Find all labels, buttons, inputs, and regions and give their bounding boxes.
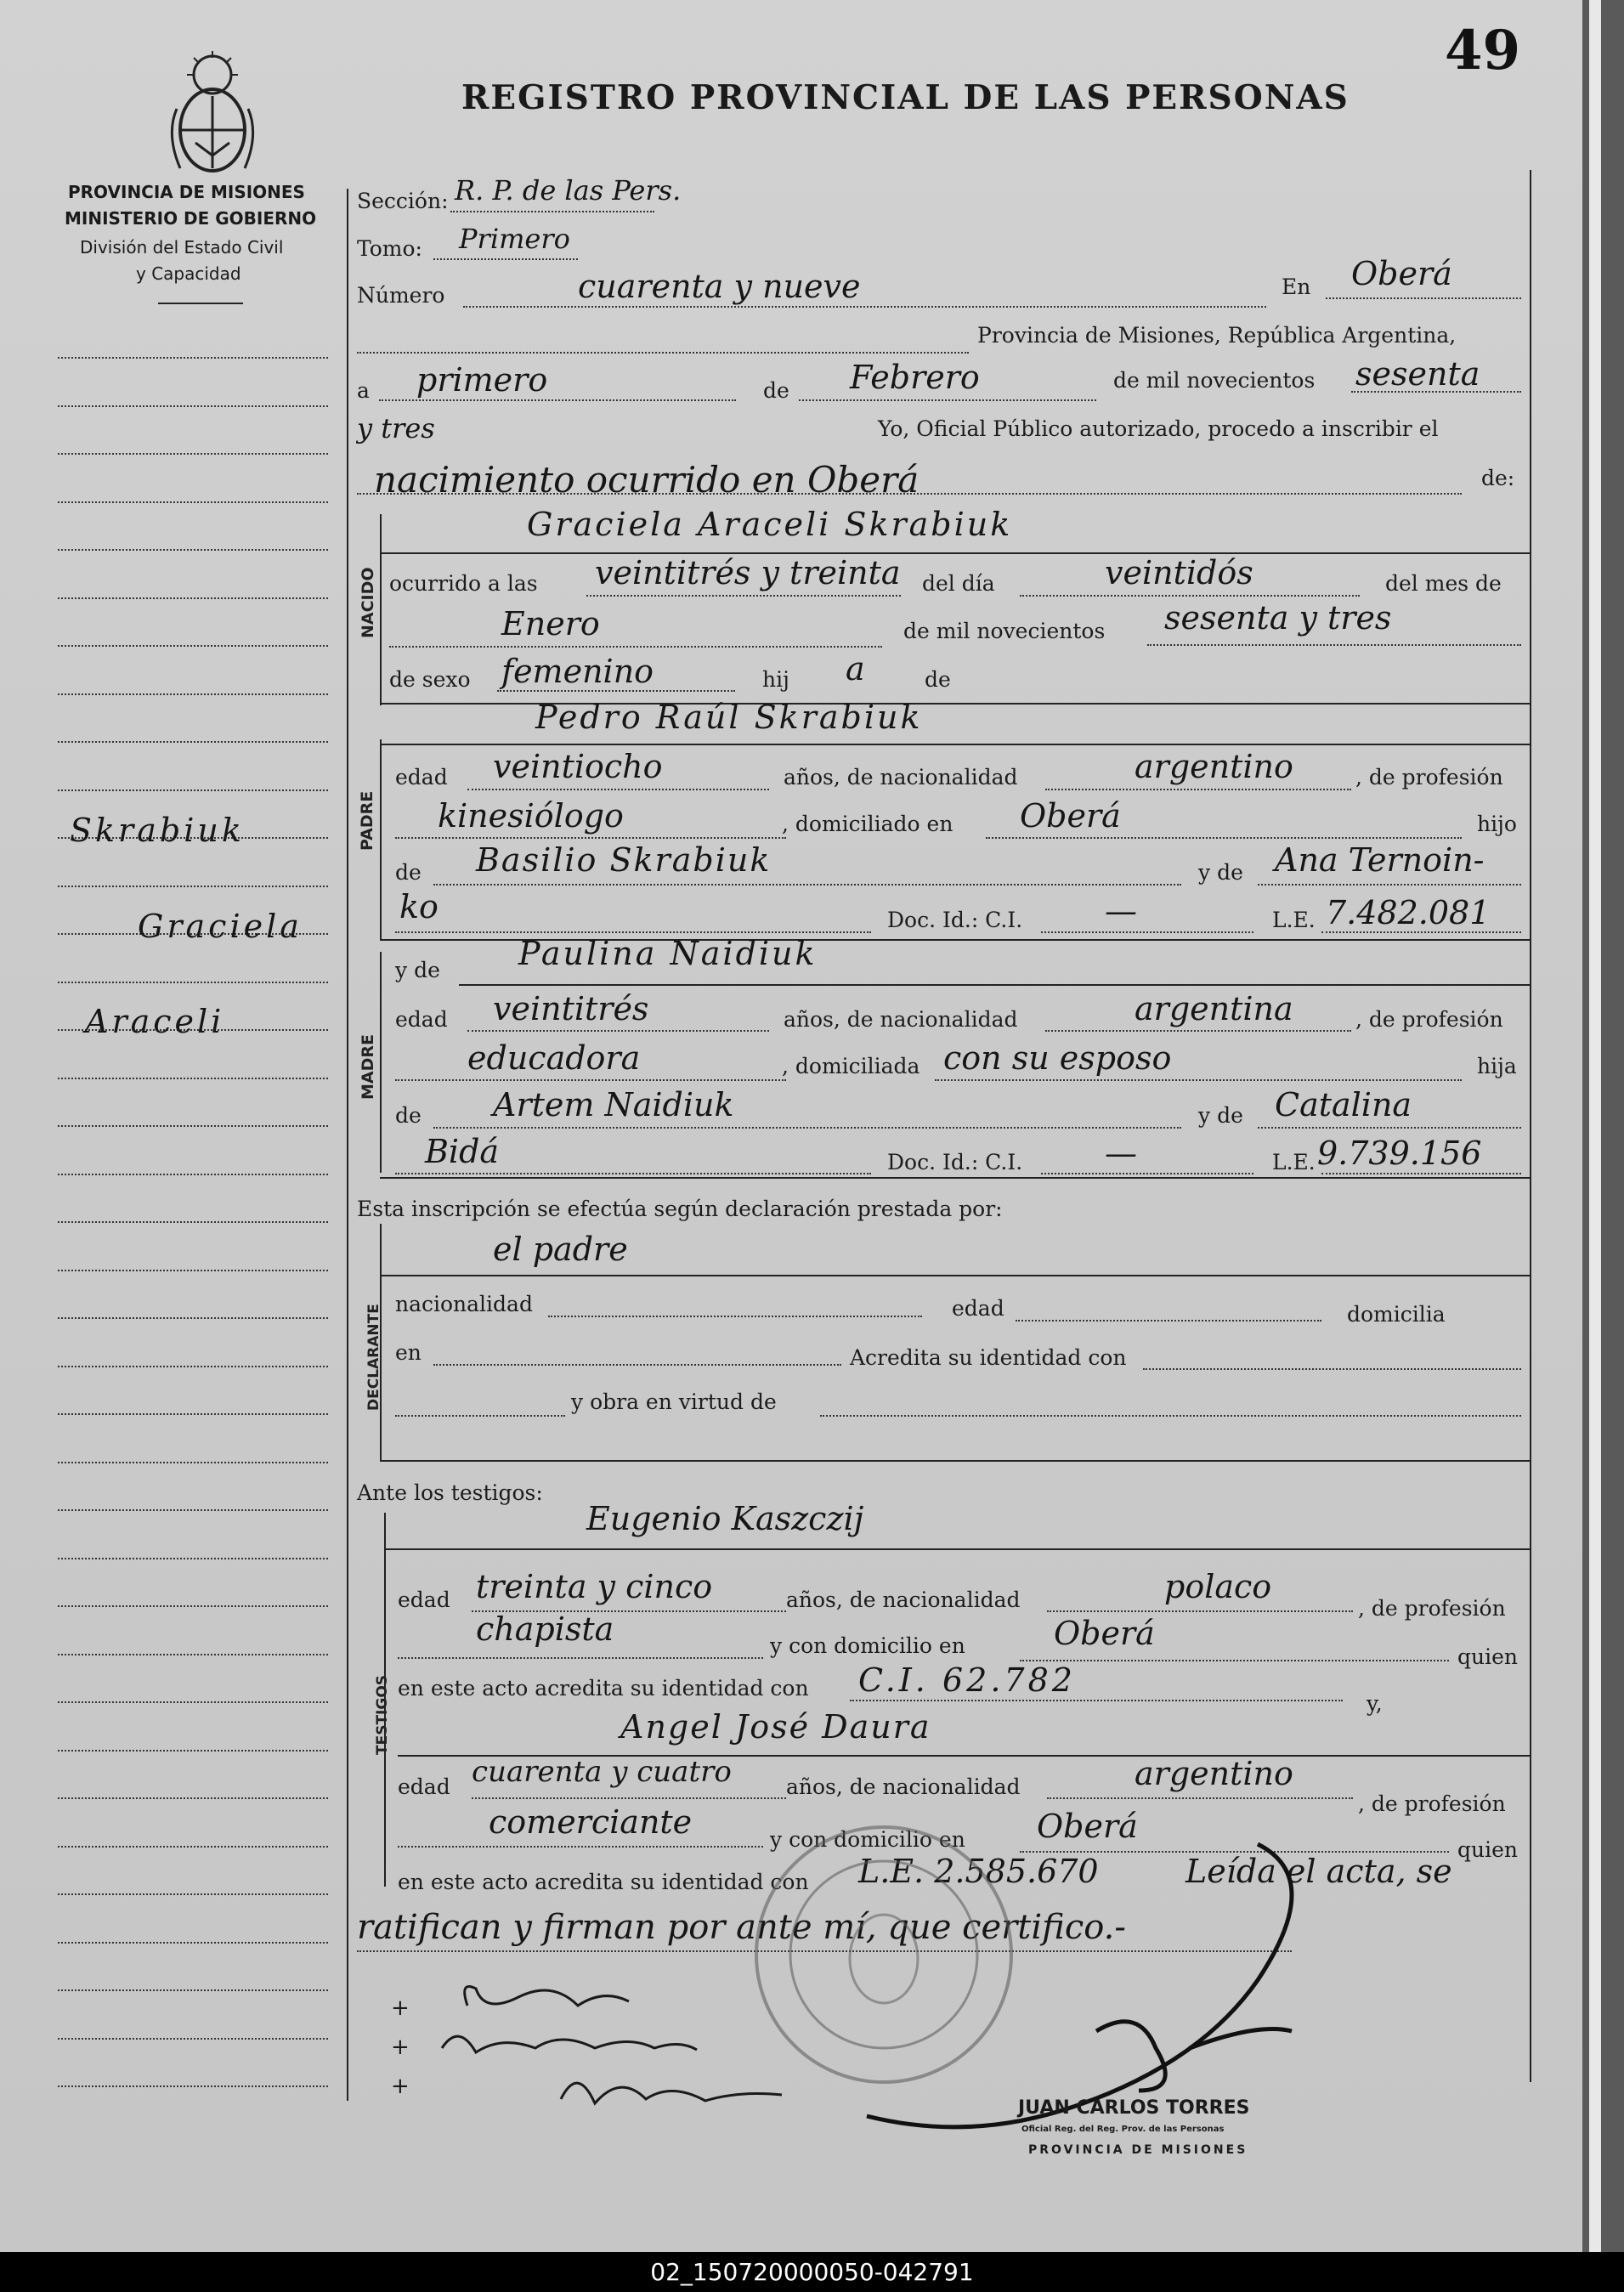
label-decl-edad: edad xyxy=(952,1296,1004,1321)
value-hora: veintitrés y treinta xyxy=(595,554,901,591)
nacido-section-border xyxy=(380,514,382,705)
label-y-obra: y obra en virtud de xyxy=(571,1389,777,1414)
label-hij: hij xyxy=(762,667,789,692)
margin-line xyxy=(58,1125,328,1127)
value-fecha-mes: Febrero xyxy=(850,359,980,396)
label-decl-domicilia: domicilia xyxy=(1347,1302,1446,1327)
label-madre-anos-nac: años, de nacionalidad xyxy=(784,1007,1018,1032)
org-line-3: División del Estado Civil xyxy=(80,237,284,257)
label-madre-le: L.E. xyxy=(1272,1150,1316,1174)
page-number: 49 xyxy=(1445,19,1521,82)
label-padre-doc: Doc. Id.: C.I. xyxy=(887,908,1023,932)
value-padre-ci: — xyxy=(1105,892,1137,930)
label-de-mil-2: de mil novecientos xyxy=(903,619,1106,643)
value-padre-nombre: Pedro Raúl Skrabiuk xyxy=(535,699,923,736)
label-decl-nac: nacionalidad xyxy=(395,1292,533,1316)
label-t1-acredita: en este acto acredita su identidad con xyxy=(398,1676,809,1701)
label-t1-quien: quien xyxy=(1457,1644,1518,1669)
label-esta-inscripcion: Esta inscripción se efectúa según declaración prestada por: xyxy=(357,1197,1003,1221)
margin-line xyxy=(58,2085,328,2087)
label-t1-edad: edad xyxy=(398,1587,450,1612)
margin-line xyxy=(58,1893,328,1895)
value-padre-dom: Oberá xyxy=(1020,797,1121,835)
label-t2-edad: edad xyxy=(398,1774,450,1799)
dots-padre-padre xyxy=(433,884,1181,886)
dots-padre-prof xyxy=(395,837,786,839)
value-fecha-ano-2: y tres xyxy=(357,412,435,444)
value-t1-dom: Oberá xyxy=(1054,1615,1155,1652)
label-t1-prof: , de profesión xyxy=(1358,1596,1506,1621)
value-t1-edad: treinta y cinco xyxy=(476,1568,713,1605)
label-ocurrido: ocurrido a las xyxy=(389,571,538,596)
margin-line xyxy=(58,1462,328,1463)
dots-numero xyxy=(463,306,1266,308)
label-t2-acredita: en este acto acredita su identidad con xyxy=(398,1870,809,1894)
dots-acto xyxy=(357,493,1462,495)
label-hija: hija xyxy=(1477,1054,1517,1078)
dots-mes xyxy=(799,399,1096,401)
value-padre-le: 7.482.081 xyxy=(1326,894,1491,931)
dots-decl-nac xyxy=(548,1316,922,1317)
margin-line xyxy=(58,1701,328,1703)
scan-footer: 02_150720000050-042791 xyxy=(0,2252,1624,2292)
margin-line xyxy=(58,1174,328,1175)
dots-dia2 xyxy=(1020,595,1360,597)
dots-t1-nac xyxy=(1047,1610,1353,1612)
dots-tomo xyxy=(433,258,578,260)
value-testigo-2: Angel José Daura xyxy=(620,1708,931,1746)
label-acredita: Acredita su identidad con xyxy=(850,1345,1127,1370)
value-madre-padre: Artem Naidiuk xyxy=(493,1086,734,1123)
value-fecha-ano-1: sesenta xyxy=(1355,355,1480,393)
margin-line xyxy=(58,1750,328,1752)
label-t2-quien: quien xyxy=(1457,1837,1518,1862)
value-sexo: femenino xyxy=(501,653,654,690)
dots-decl-en xyxy=(433,1364,841,1366)
label-t2-con-dom: y con domicilio en xyxy=(770,1827,965,1852)
margin-line xyxy=(58,549,328,551)
value-padre-madre-1: Ana Ternoin- xyxy=(1275,841,1485,879)
margin-line xyxy=(58,693,328,695)
form-left-border xyxy=(347,189,348,2101)
label-de-mes: de xyxy=(763,378,789,403)
margin-note-surname: Skrabiuk xyxy=(70,812,245,849)
padre-section-border xyxy=(380,739,382,939)
label-en: En xyxy=(1282,274,1311,299)
label-de-colon: de: xyxy=(1481,466,1515,490)
dots-padre-nac xyxy=(1045,789,1351,790)
value-seccion: R. P. de las Pers. xyxy=(455,174,682,207)
label-nacido: NACIDO xyxy=(359,567,377,638)
value-testigo-1: Eugenio Kaszczij xyxy=(586,1500,864,1537)
label-padre-edad: edad xyxy=(395,765,448,789)
org-line-4: y Capacidad xyxy=(136,263,241,284)
value-cierre-2: ratifican y firman por ante mí, que certifico.- xyxy=(357,1908,1126,1947)
value-madre-dom: con su esposo xyxy=(943,1039,1172,1077)
label-de-sexo: de sexo xyxy=(389,667,471,692)
dots-t1-prof xyxy=(398,1657,763,1659)
label-domiciliada: , domiciliada xyxy=(782,1054,920,1078)
label-padre-y-de: y de xyxy=(1198,860,1243,885)
margin-line xyxy=(58,2038,328,2040)
value-t1-doc: C.I. 62.782 xyxy=(858,1661,1076,1699)
label-numero: Número xyxy=(357,283,445,308)
margin-line xyxy=(58,1605,328,1607)
label-hijo: hijo xyxy=(1477,812,1517,836)
value-madre-le: 9.739.156 xyxy=(1317,1135,1482,1172)
page-edge-highlight xyxy=(1589,0,1601,2252)
label-t2-anos-nac: años, de nacionalidad xyxy=(786,1774,1021,1799)
dots-mes2 xyxy=(389,646,882,648)
label-padre-de: de xyxy=(395,860,422,885)
value-madre-madre-2: Bidá xyxy=(425,1133,500,1170)
dots-madre-prof xyxy=(395,1079,786,1081)
label-decl-en: en xyxy=(395,1340,422,1365)
dots-padre-dom xyxy=(986,837,1462,839)
margin-line xyxy=(58,1413,328,1415)
value-numero: cuarenta y nueve xyxy=(578,268,861,305)
margin-line xyxy=(58,405,328,407)
dots-decl-extra xyxy=(395,1415,565,1417)
margin-line xyxy=(58,357,328,359)
label-de-mil: de mil novecientos xyxy=(1113,368,1316,393)
dots-seccion xyxy=(450,211,654,212)
label-madre-prof: , de profesión xyxy=(1355,1007,1503,1032)
label-declarante: DECLARANTE xyxy=(365,1304,382,1411)
rule-nacido-nombre xyxy=(380,552,1530,554)
label-ante-testigos: Ante los testigos: xyxy=(357,1480,543,1505)
label-madre-y-de-2: y de xyxy=(1198,1103,1243,1128)
value-en: Oberá xyxy=(1351,255,1452,292)
dots-padre-madre xyxy=(1258,884,1521,886)
org-line-1: PROVINCIA DE MISIONES xyxy=(68,182,305,202)
label-seccion: Sección: xyxy=(357,189,449,213)
org-line-2: MINISTERIO DE GOBIERNO xyxy=(65,208,317,229)
value-madre-prof: educadora xyxy=(467,1039,641,1077)
dots-padre-le xyxy=(1321,931,1521,933)
dots-padre-edad xyxy=(467,789,769,790)
value-hij-suffix: a xyxy=(846,650,865,688)
value-fecha-dia: primero xyxy=(416,361,548,399)
rule-madre-bottom xyxy=(380,1177,1530,1179)
margin-line xyxy=(58,1270,328,1271)
label-de-padre: de xyxy=(925,667,951,692)
label-padre-prof: , de profesión xyxy=(1355,765,1503,789)
label-t2-prof: , de profesión xyxy=(1358,1791,1506,1816)
value-madre-ci: — xyxy=(1105,1135,1137,1172)
dots-sexo xyxy=(497,690,735,692)
label-madre-edad: edad xyxy=(395,1007,448,1032)
rule-declarante-bottom xyxy=(380,1460,1530,1462)
value-madre-nombre: Paulina Naidiuk xyxy=(518,935,818,972)
margin-line xyxy=(58,501,328,503)
margin-line xyxy=(58,789,328,791)
margin-line xyxy=(58,597,328,599)
rule-declarante xyxy=(380,1275,1530,1276)
value-padre-madre-2: ko xyxy=(399,888,439,925)
dots-t2-prof xyxy=(398,1846,763,1848)
value-dia: veintidós xyxy=(1105,554,1253,591)
value-mes: Enero xyxy=(501,605,600,642)
value-padre-edad: veintiocho xyxy=(493,748,663,785)
dots-locality xyxy=(357,352,969,354)
dots-madre-dom xyxy=(935,1079,1462,1081)
margin-line xyxy=(58,1942,328,1944)
margin-line xyxy=(58,1989,328,1991)
value-madre-madre-1: Catalina xyxy=(1275,1086,1412,1123)
dots-hora xyxy=(586,595,901,597)
dots-madre-ci xyxy=(1041,1173,1253,1174)
value-t1-prof: chapista xyxy=(476,1610,614,1648)
dots-padre-ci xyxy=(1041,931,1253,933)
margin-line xyxy=(58,1654,328,1655)
value-tomo: Primero xyxy=(459,223,570,255)
dots-dia xyxy=(379,399,736,401)
margin-line xyxy=(58,1509,328,1511)
dots-t1-dom xyxy=(1020,1660,1449,1661)
label-tomo: Tomo: xyxy=(357,236,422,261)
margin-line xyxy=(58,1221,328,1223)
dots-decl-edad xyxy=(1016,1320,1321,1321)
label-domiciliado: , domiciliado en xyxy=(782,812,953,836)
margin-line xyxy=(58,1797,328,1799)
dots-madre-madre xyxy=(1258,1127,1521,1129)
margin-line xyxy=(58,645,328,647)
label-a: a xyxy=(357,378,370,403)
margin-line xyxy=(58,453,328,455)
margin-line xyxy=(58,1366,328,1367)
value-t2-nac: argentino xyxy=(1135,1755,1293,1792)
dots-en xyxy=(1326,297,1521,299)
dots-y-obra xyxy=(820,1415,1521,1417)
dots-ano2 xyxy=(1147,644,1521,646)
value-padre-padre: Basilio Skrabiuk xyxy=(476,841,772,879)
value-madre-nac: argentina xyxy=(1135,990,1293,1027)
value-declarante: el padre xyxy=(493,1231,628,1268)
madre-section-border xyxy=(380,952,382,1173)
dots-acredita xyxy=(1143,1368,1521,1370)
dots-madre-padre xyxy=(433,1127,1181,1129)
margin-line xyxy=(58,1078,328,1079)
dots-t1-doc xyxy=(850,1700,1343,1701)
value-madre-edad: veintitrés xyxy=(493,990,649,1027)
form-right-border xyxy=(1530,170,1531,2082)
rule-madre-nombre xyxy=(459,984,1530,986)
label-provincia: Provincia de Misiones, República Argentina, xyxy=(977,323,1457,348)
org-underline xyxy=(158,303,243,304)
margin-line xyxy=(58,741,328,743)
value-t2-prof: comerciante xyxy=(489,1803,693,1841)
margin-line xyxy=(58,1846,328,1848)
margin-line xyxy=(58,1317,328,1319)
margin-note-first-name: Graciela xyxy=(138,908,303,945)
dots-madre-nac xyxy=(1045,1030,1351,1032)
rule-testigo-1 xyxy=(384,1548,1530,1550)
dots-madre-madre-2 xyxy=(395,1173,871,1174)
value-ano: sesenta y tres xyxy=(1164,599,1392,637)
label-padre-le: L.E. xyxy=(1272,908,1316,932)
label-madre: MADRE xyxy=(359,1034,377,1100)
page-title: REGISTRO PROVINCIAL DE LAS PERSONAS xyxy=(461,78,1350,117)
label-padre-anos-nac: años, de nacionalidad xyxy=(784,765,1018,789)
signatory-province: PROVINCIA DE MISIONES xyxy=(1028,2143,1248,2157)
label-madre-de: de xyxy=(395,1103,422,1128)
value-nacido-nombre: Graciela Araceli Skrabiuk xyxy=(527,506,1013,543)
signatory-role: Oficial Reg. del Reg. Prov. de las Personas xyxy=(1021,2125,1225,2134)
label-madre-y-de: y de xyxy=(395,958,440,982)
label-del-mes: del mes de xyxy=(1385,571,1502,596)
margin-line xyxy=(58,982,328,983)
margin-note-second-name: Araceli xyxy=(85,1003,225,1040)
value-t2-doc: L.E. 2.585.670 xyxy=(858,1853,1099,1890)
value-padre-nac: argentino xyxy=(1135,748,1293,785)
value-cierre-1: Leída el acta, se xyxy=(1185,1853,1452,1890)
rule-padre-nombre xyxy=(380,744,1530,745)
signatory-name: JUAN CARLOS TORRES xyxy=(1018,2097,1250,2119)
signature-marks: + + + xyxy=(391,1995,410,2099)
label-testigos: TESTIGOS xyxy=(374,1674,391,1755)
value-t2-dom: Oberá xyxy=(1037,1808,1138,1845)
label-padre: PADRE xyxy=(358,790,376,851)
value-padre-prof: kinesiólogo xyxy=(438,797,624,835)
label-t1-con-dom: y con domicilio en xyxy=(770,1633,965,1658)
label-madre-doc: Doc. Id.: C.I. xyxy=(887,1150,1023,1174)
label-t1-anos-nac: años, de nacionalidad xyxy=(786,1587,1021,1612)
value-t1-nac: polaco xyxy=(1164,1568,1272,1605)
dots-t2-edad xyxy=(472,1797,786,1799)
margin-line xyxy=(58,1558,328,1559)
label-yo-oficial: Yo, Oficial Público autorizado, procedo a inscribir el xyxy=(878,416,1439,441)
label-del-dia: del día xyxy=(922,571,995,596)
value-acto: nacimiento ocurrido en Oberá xyxy=(374,459,920,501)
dots-t2-nac xyxy=(1047,1797,1353,1799)
margin-line xyxy=(58,886,328,887)
dots-madre-edad xyxy=(467,1030,769,1032)
dots-padre-madre-2 xyxy=(395,931,871,933)
value-t2-edad: cuarenta y cuatro xyxy=(472,1755,732,1789)
coat-of-arms-icon xyxy=(161,49,263,177)
dots-madre-le xyxy=(1321,1173,1521,1174)
label-t1-y: y, xyxy=(1367,1691,1383,1716)
